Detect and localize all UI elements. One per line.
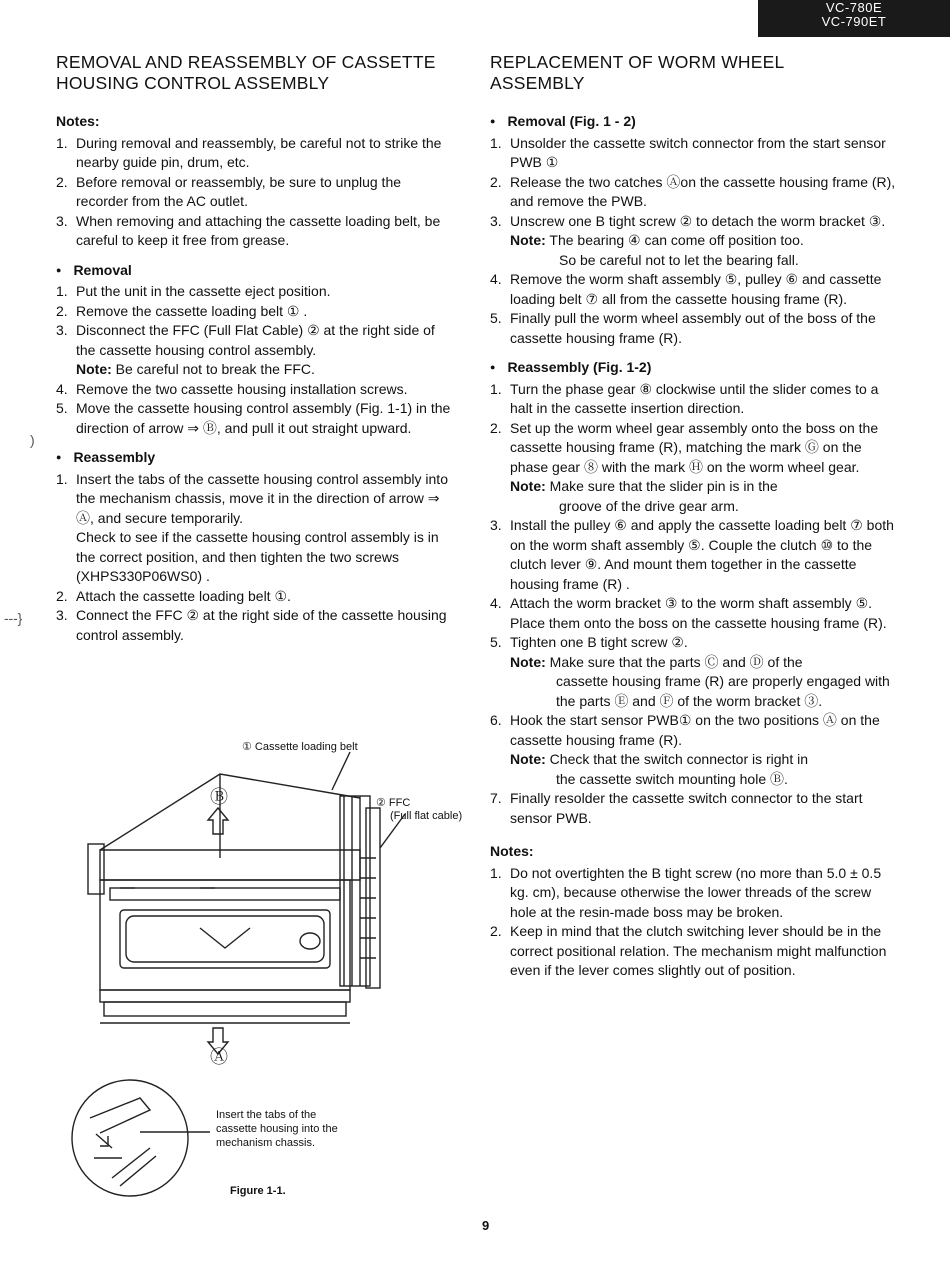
figure-label-insert-3: mechanism chassis. [216, 1137, 316, 1149]
item-text: Put the unit in the cassette eject position. [76, 283, 331, 299]
note-text: Check that the switch connector is right in [549, 751, 809, 767]
left-reassembly-list [56, 470, 456, 646]
item-text: Set up the worm wheel gear assembly onto the boss on the cassette housing frame (R), matching the mark Ⓖ on the phase gear ⑧ with the mark Ⓗ on the worm wheel gear. [510, 419, 879, 475]
item-number: 2. [490, 923, 502, 939]
right-title-line-2: ASSEMBLY [490, 73, 585, 93]
item-number: 6. [490, 712, 502, 728]
reassembly-note [510, 653, 900, 673]
note-label: Note: [510, 751, 546, 767]
item-number: 4. [490, 595, 502, 611]
margin-mark: - - - } [4, 610, 21, 626]
item-number: 3. [56, 212, 68, 229]
margin-mark: ) [30, 432, 35, 448]
list-item [56, 134, 456, 173]
item-text: Do not overtighten the B tight screw (no more than 5.0 ± 0.5 kg. cm), because otherwise the lower threads of the screw hole at the resin-made boss may be broken. [510, 864, 882, 920]
list-item [490, 789, 900, 828]
left-title [56, 52, 456, 94]
removal-note [76, 360, 456, 380]
item-text: Remove the two cassette housing installation screws. [76, 380, 408, 397]
item-number: 2. [56, 587, 68, 604]
item-number: 5. [56, 400, 68, 416]
list-item [56, 282, 456, 302]
note-text: Be careful not to break the FFC. [115, 361, 315, 377]
item-number: 1. [490, 380, 502, 397]
left-notes-heading: Notes: [56, 113, 100, 129]
item-number: 2. [56, 302, 68, 319]
note-label: Note: [76, 361, 112, 377]
item-text: Finally resolder the cassette switch connector to the start sensor PWB. [510, 790, 863, 826]
item-text: Unsolder the cassette switch connector from the start sensor PWB ① [510, 134, 886, 170]
model-line-1: VC-780E [825, 0, 883, 15]
left-reassembly-heading: ● Reassembly [56, 448, 456, 468]
figure-label-insert-1: Insert the tabs of the [216, 1109, 317, 1121]
left-title-line-2: HOUSING CONTROL ASSEMBLY [56, 73, 330, 93]
figure-1-1 [60, 738, 480, 1208]
right-title [490, 52, 900, 94]
item-number: 1. [56, 283, 68, 299]
note-label: Note: [510, 478, 546, 494]
list-item [56, 380, 456, 400]
list-item [490, 380, 900, 419]
item-text: When removing and attaching the cassette loading belt, be careful to keep it free from grease. [76, 212, 441, 248]
item-number: 3. [56, 322, 68, 338]
item-text: Finally pull the worm wheel assembly out of the boss of the cassette housing frame (R). [510, 310, 876, 346]
item-number: 5. [490, 634, 502, 650]
note-text: Make sure that the slider pin is in the [549, 478, 778, 494]
figure-label-ffc-full: (Full flat cable) [390, 810, 463, 822]
item-text: Install the pulley ⑥ and apply the cassette loading belt ⑦ both on the worm shaft assembly ⑤. Couple the clutch ⑩ to the clutch lever ⑨. And mount them together in the cassette housing frame (R) . [510, 517, 894, 592]
list-item [56, 173, 456, 212]
item-text: Before removal or reassembly, be sure to unplug the recorder from the AC outlet. [76, 173, 402, 209]
item-text: Connect the FFC ② at the right side of the cassette housing control assembly. [76, 607, 447, 643]
item-text: Attach the worm bracket ③ to the worm shaft assembly ⑤. Place them onto the boss on the cassette housing frame (R). [510, 595, 887, 631]
reassembly-note [510, 477, 900, 497]
reassembly-note-cont: groove of the drive gear arm. [559, 497, 739, 514]
left-column [56, 52, 456, 645]
item-number: 1. [490, 134, 502, 151]
item-number: 2. [490, 419, 502, 436]
list-item [490, 270, 900, 309]
note-text: The bearing ④ can come off position too. [549, 232, 804, 248]
list-item [490, 419, 900, 517]
item-text: Attach the cassette loading belt ①. [76, 587, 291, 604]
left-notes-list [56, 134, 456, 251]
item-number: 1. [490, 864, 502, 881]
figure-label-a: Ⓐ [210, 1047, 228, 1067]
page-number: 9 [482, 1218, 490, 1233]
list-item [56, 302, 456, 322]
item-text: Keep in mind that the clutch switching lever should be in the correct positional relation. The mechanism might malfunction even if the lever comes slightly out of position. [510, 923, 887, 978]
item-text: Release the two catches Ⓐon the cassette housing frame (R), and remove the PWB. [510, 173, 896, 209]
list-item [490, 864, 900, 923]
note-label: Note: [510, 653, 546, 670]
item-number: 3. [490, 517, 502, 533]
item-number: 4. [490, 271, 502, 287]
reassembly-check: Check to see if the cassette housing control assembly is in the correct position, and then tighten the two screws (XHPS330P06WS0) . [76, 529, 439, 584]
item-text: Turn the phase gear ⑧ clockwise until the slider comes to a halt in the cassette insertion direction. [510, 380, 879, 416]
right-column [490, 52, 900, 981]
figure-label-b: Ⓑ [210, 787, 228, 807]
left-removal-list [56, 282, 456, 438]
figure-label-belt: ① Cassette loading belt [242, 741, 358, 753]
item-number: 2. [490, 173, 502, 190]
item-number: 4. [56, 380, 68, 397]
right-notes-list [490, 864, 900, 981]
item-text: Disconnect the FFC (Full Flat Cable) ② at the right side of the cassette housing control assembly. [76, 322, 435, 358]
reassembly-note-cont: the cassette switch mounting hole Ⓑ. [556, 770, 788, 787]
list-item [490, 711, 900, 789]
list-item [490, 516, 900, 594]
item-number: 1. [56, 134, 68, 151]
item-text: Remove the worm shaft assembly ⑤, pulley ⑥ and cassette loading belt ⑦ all from the cassette housing frame (R). [510, 271, 882, 307]
model-line-2: VC-790ET [821, 14, 887, 29]
list-item [490, 173, 900, 212]
item-number: 3. [56, 607, 68, 623]
right-reassembly-heading: ● Reassembly (Fig. 1-2) [490, 358, 900, 378]
reassembly-note-cont: cassette housing frame (R) are properly engaged with the parts Ⓔ and Ⓕ of the worm bracket ③. [556, 673, 890, 709]
item-number: 1. [56, 470, 68, 487]
item-text: Unscrew one B tight screw ② to detach the worm bracket ③. [510, 212, 886, 229]
right-title-line-1: REPLACEMENT OF WORM WHEEL [490, 52, 785, 72]
item-number: 7. [490, 790, 502, 806]
removal-note-cont: So be careful not to let the bearing fall. [559, 251, 799, 268]
right-removal-list [490, 134, 900, 349]
figure-label-ffc: ② FFC [376, 797, 411, 809]
reassembly-note [510, 750, 900, 770]
item-number: 3. [490, 212, 502, 229]
list-item [490, 309, 900, 348]
item-text: Tighten one B tight screw ②. [510, 634, 688, 650]
list-item [56, 470, 456, 587]
figure-caption: Figure 1-1. [230, 1185, 286, 1197]
list-item [56, 399, 456, 438]
note-text: Make sure that the parts Ⓒ and Ⓓ of the [549, 653, 803, 670]
list-item [490, 594, 900, 633]
item-text: Insert the tabs of the cassette housing control assembly into the mechanism chassis, move it in the direction of arrow ⇒ Ⓐ, and secure temporarily. [76, 470, 448, 526]
right-notes-heading: Notes: [490, 843, 534, 859]
right-removal-heading: ● Removal (Fig. 1 - 2) [490, 112, 900, 132]
item-text: Move the cassette housing control assembly (Fig. 1-1) in the direction of arrow ⇒ Ⓑ, and pull it out straight upward. [76, 400, 451, 436]
left-title-line-1: REMOVAL AND REASSEMBLY OF CASSETTE [56, 52, 436, 72]
list-item [56, 587, 456, 607]
item-text: During removal and reassembly, be careful not to strike the nearby guide pin, drum, etc. [76, 134, 442, 170]
right-reassembly-list [490, 380, 900, 829]
item-text: Hook the start sensor PWB① on the two positions Ⓐ on the cassette housing frame (R). [510, 712, 880, 748]
list-item [56, 321, 456, 380]
removal-note [510, 231, 900, 251]
figure-label-insert-2: cassette housing into the [216, 1123, 338, 1135]
list-item [490, 212, 900, 271]
list-item [490, 922, 900, 981]
model-tab [758, 0, 950, 37]
item-text: Remove the cassette loading belt ① . [76, 302, 308, 319]
note-label: Note: [510, 232, 546, 248]
left-removal-heading: ● Removal [56, 261, 456, 281]
list-item [56, 212, 456, 251]
item-number: 5. [490, 310, 502, 326]
list-item [56, 606, 456, 645]
list-item [490, 134, 900, 173]
list-item [490, 633, 900, 711]
item-number: 2. [56, 173, 68, 190]
